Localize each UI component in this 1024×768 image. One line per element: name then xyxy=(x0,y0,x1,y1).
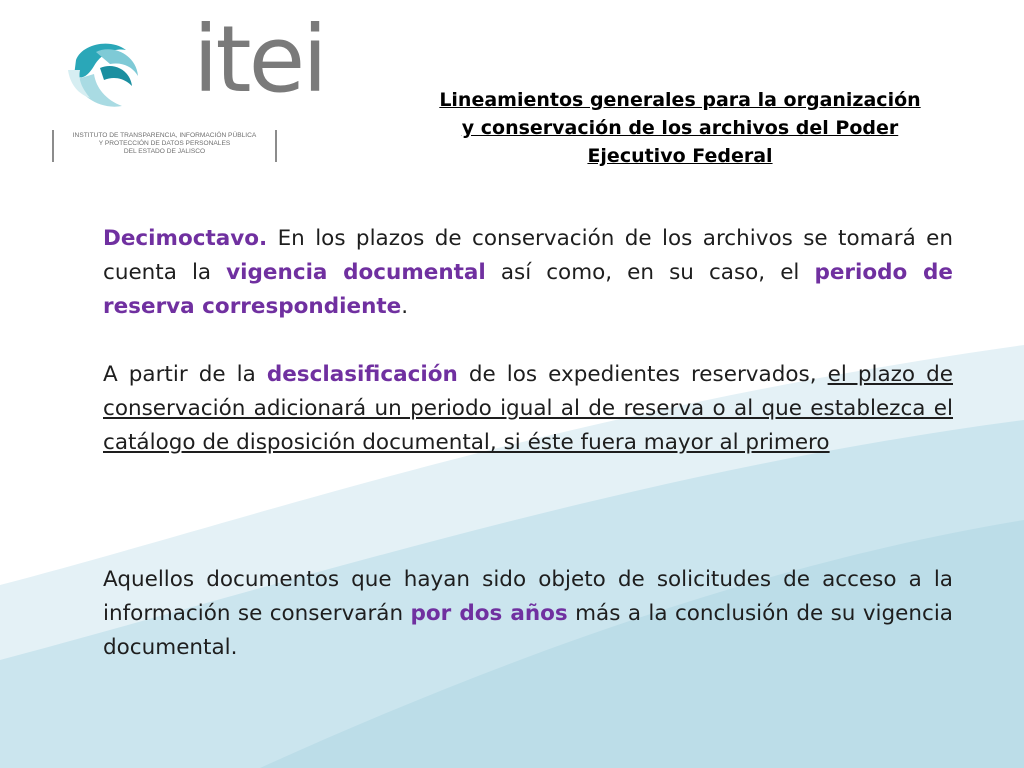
slide-title-line: Lineamientos generales para la organización xyxy=(439,89,921,111)
logo-mark-icon xyxy=(60,40,140,120)
logo-subtitle-line: DEL ESTADO DE JALISCO xyxy=(123,148,206,156)
paragraph-text: así como, en su caso, el xyxy=(485,260,815,285)
highlight-dos-anos: por dos años xyxy=(410,601,568,626)
paragraph-text: . xyxy=(401,294,409,319)
paragraph-lead: Decimoctavo. xyxy=(103,226,268,251)
highlight-periodo-reserva: periodo de reserva correspondiente xyxy=(103,260,953,319)
logo-subtitle-line: INSTITUTO DE TRANSPARENCIA, INFORMACIÓN PÚBLICA xyxy=(72,132,257,139)
slide-title xyxy=(390,86,970,170)
itei-logo xyxy=(52,6,325,168)
logo-subtitle-line: Y PROTECCIÓN DE DATOS PERSONALES xyxy=(98,140,231,148)
paragraph-solicitudes xyxy=(103,563,953,665)
highlight-vigencia: vigencia documental xyxy=(226,260,486,285)
paragraph-text: Aquellos documentos que hayan sido objeto de solicitudes de acceso a la información se conservarán xyxy=(103,567,953,626)
paragraph-desclasificacion xyxy=(103,358,953,460)
paragraph-text: A partir de la xyxy=(103,362,267,387)
paragraph-text: más a la conclusión de su vigencia documental. xyxy=(103,601,953,660)
paragraph-decimoctavo xyxy=(103,222,953,324)
slide-title-line: Ejecutivo Federal xyxy=(587,145,773,167)
paragraph-text: de los expedientes reservados, xyxy=(457,362,828,387)
logo-wordmark: itei xyxy=(193,6,325,113)
highlight-desclasificacion: desclasificación xyxy=(266,362,458,387)
slide-title-line: y conservación de los archivos del Poder xyxy=(461,117,899,139)
logo-subtitle xyxy=(52,130,277,162)
paragraph-text: En los plazos de conservación de los archivos se tomará en cuenta la xyxy=(103,226,953,285)
underlined-plazo: el plazo de conservación adicionará un periodo igual al de reserva o al que establezca el catálogo de disposición documental, si éste fuera mayor al primero xyxy=(103,362,953,455)
